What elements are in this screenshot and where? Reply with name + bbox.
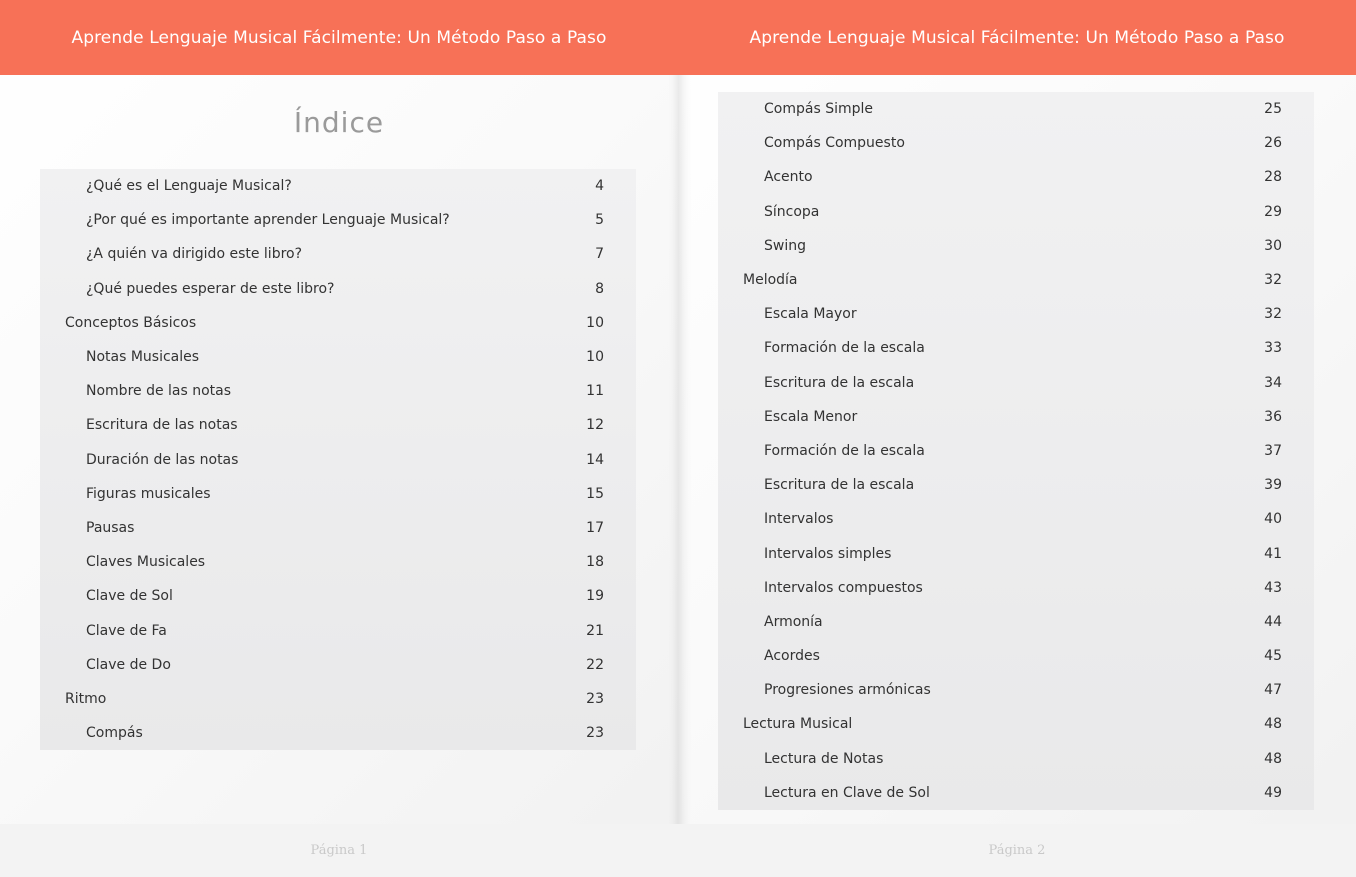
book-title: Aprende Lenguaje Musical Fácilmente: Un Método Paso a Paso [71, 27, 607, 48]
toc-entry-page: 32 [1264, 272, 1282, 289]
toc-entry-page: 23 [586, 690, 604, 707]
page-header [0, 0, 678, 75]
toc-subsection-row[interactable] [40, 169, 636, 203]
toc-section-row[interactable] [718, 263, 1314, 297]
toc-entry-label: Acento [764, 169, 813, 186]
toc-subsection-row[interactable] [40, 374, 636, 408]
toc-subsection-row[interactable] [40, 203, 636, 237]
toc-subsection-row[interactable] [718, 639, 1314, 673]
toc-entry-page: 32 [1264, 306, 1282, 323]
toc-subsection-row[interactable] [718, 605, 1314, 639]
toc-subsection-row[interactable] [40, 272, 636, 306]
toc-list [40, 169, 636, 750]
toc-subsection-row[interactable] [718, 571, 1314, 605]
toc-entry-page: 25 [1264, 101, 1282, 118]
toc-subsection-row[interactable] [718, 366, 1314, 400]
right-page [678, 0, 1356, 877]
toc-entry-page: 40 [1264, 511, 1282, 528]
toc-entry-label: Clave de Do [86, 656, 171, 673]
toc-entry-label: Notas Musicales [86, 349, 200, 366]
toc-entry-label: Intervalos simples [764, 545, 892, 562]
toc-entry-page: 44 [1264, 613, 1282, 630]
toc-subsection-row[interactable] [718, 673, 1314, 707]
toc-entry-page: 48 [1264, 750, 1282, 767]
toc-subsection-row[interactable] [40, 237, 636, 271]
toc-entry-label: Escritura de la escala [764, 477, 915, 494]
toc-entry-page: 8 [595, 280, 604, 297]
toc-subsection-row[interactable] [718, 434, 1314, 468]
toc-entry-page: 37 [1264, 442, 1282, 459]
toc-entry-label: Claves Musicales [86, 554, 206, 571]
toc-subsection-row[interactable] [718, 160, 1314, 194]
toc-entry-label: Escala Mayor [764, 306, 857, 323]
toc-subsection-row[interactable] [718, 331, 1314, 365]
toc-section-row[interactable] [40, 682, 636, 716]
toc-entry-page: 10 [586, 349, 604, 366]
toc-entry-page: 36 [1264, 408, 1282, 425]
toc-list [718, 92, 1314, 810]
toc-subsection-row[interactable] [40, 545, 636, 579]
toc-entry-page: 11 [586, 383, 604, 400]
toc-entry-label: ¿Qué puedes esperar de este libro? [86, 280, 335, 297]
toc-entry-page: 19 [586, 588, 604, 605]
toc-entry-label: Síncopa [764, 203, 820, 220]
toc-entry-label: Formación de la escala [764, 340, 925, 357]
toc-subsection-row[interactable] [718, 195, 1314, 229]
toc-entry-page: 15 [586, 485, 604, 502]
toc-entry-label: Swing [764, 237, 806, 254]
toc-entry-page: 4 [595, 178, 604, 195]
toc-entry-page: 49 [1264, 784, 1282, 801]
toc-subsection-row[interactable] [40, 648, 636, 682]
toc-entry-page: 34 [1264, 374, 1282, 391]
toc-entry-page: 5 [595, 212, 604, 229]
toc-subsection-row[interactable] [40, 579, 636, 613]
toc-entry-label: Compás Simple [764, 101, 873, 118]
toc-entry-page: 47 [1264, 682, 1282, 699]
page-number: Página 1 [310, 843, 368, 858]
toc-entry-label: Clave de Fa [86, 622, 167, 639]
toc-entry-page: 26 [1264, 135, 1282, 152]
toc-entry-page: 48 [1264, 716, 1282, 733]
toc-subsection-row[interactable] [40, 613, 636, 647]
toc-entry-label: Pausas [86, 519, 135, 536]
toc-subsection-row[interactable] [718, 502, 1314, 536]
toc-entry-label: Figuras musicales [86, 485, 211, 502]
toc-entry-label: Ritmo [65, 690, 107, 707]
toc-entry-label: Duración de las notas [86, 451, 239, 468]
toc-subsection-row[interactable] [718, 229, 1314, 263]
toc-entry-page: 21 [586, 622, 604, 639]
page-header [678, 0, 1356, 75]
toc-entry-label: Intervalos compuestos [764, 579, 923, 596]
toc-subsection-row[interactable] [718, 92, 1314, 126]
toc-subsection-row[interactable] [40, 443, 636, 477]
toc-subsection-row[interactable] [40, 477, 636, 511]
toc-subsection-row[interactable] [40, 716, 636, 750]
book-title: Aprende Lenguaje Musical Fácilmente: Un Método Paso a Paso [749, 27, 1285, 48]
toc-entry-label: ¿A quién va dirigido este libro? [86, 246, 303, 263]
page-footer [678, 824, 1356, 877]
toc-entry-label: Lectura en Clave de Sol [764, 784, 930, 801]
toc-heading: Índice [293, 106, 385, 139]
toc-subsection-row[interactable] [718, 536, 1314, 570]
toc-entry-page: 41 [1264, 545, 1282, 562]
toc-entry-label: Lectura Musical [743, 716, 853, 733]
toc-subsection-row[interactable] [40, 408, 636, 442]
toc-subsection-row[interactable] [718, 776, 1314, 810]
toc-entry-page: 29 [1264, 203, 1282, 220]
toc-entry-page: 17 [586, 519, 604, 536]
toc-entry-page: 14 [586, 451, 604, 468]
toc-entry-label: Compás Compuesto [764, 135, 905, 152]
toc-entry-page: 10 [586, 314, 604, 331]
toc-entry-page: 18 [586, 554, 604, 571]
toc-entry-page: 43 [1264, 579, 1282, 596]
toc-entry-label: Intervalos [764, 511, 834, 528]
toc-entry-label: Armonía [764, 613, 823, 630]
toc-entry-label: Acordes [764, 648, 820, 665]
toc-entry-label: Compás [86, 725, 143, 742]
toc-entry-page: 28 [1264, 169, 1282, 186]
toc-entry-label: Clave de Sol [86, 588, 173, 605]
toc-entry-label: Melodía [743, 272, 798, 289]
toc-entry-label: ¿Por qué es importante aprender Lenguaje Musical? [86, 212, 450, 229]
toc-subsection-row[interactable] [718, 297, 1314, 331]
toc-entry-page: 12 [586, 417, 604, 434]
toc-entry-label: Escala Menor [764, 408, 858, 425]
toc-subsection-row[interactable] [718, 468, 1314, 502]
toc-subsection-row[interactable] [718, 126, 1314, 160]
toc-entry-label: Formación de la escala [764, 442, 925, 459]
toc-subsection-row[interactable] [40, 340, 636, 374]
toc-subsection-row[interactable] [718, 742, 1314, 776]
toc-entry-page: 22 [586, 656, 604, 673]
toc-entry-label: Escritura de la escala [764, 374, 915, 391]
page-number: Página 2 [988, 843, 1046, 858]
page-footer [0, 824, 678, 877]
toc-entry-label: Progresiones armónicas [764, 682, 931, 699]
toc-entry-label: Lectura de Notas [764, 750, 884, 767]
toc-subsection-row[interactable] [40, 511, 636, 545]
toc-entry-label: Escritura de las notas [86, 417, 238, 434]
toc-entry-page: 33 [1264, 340, 1282, 357]
toc-subsection-row[interactable] [718, 400, 1314, 434]
toc-entry-page: 23 [586, 725, 604, 742]
toc-entry-label: Nombre de las notas [86, 383, 232, 400]
toc-entry-label: Conceptos Básicos [65, 314, 197, 331]
toc-section-row[interactable] [40, 306, 636, 340]
toc-entry-label: ¿Qué es el Lenguaje Musical? [86, 178, 292, 195]
toc-entry-page: 7 [595, 246, 604, 263]
toc-entry-page: 30 [1264, 237, 1282, 254]
toc-entry-page: 39 [1264, 477, 1282, 494]
toc-entry-page: 45 [1264, 648, 1282, 665]
toc-section-row[interactable] [718, 707, 1314, 741]
